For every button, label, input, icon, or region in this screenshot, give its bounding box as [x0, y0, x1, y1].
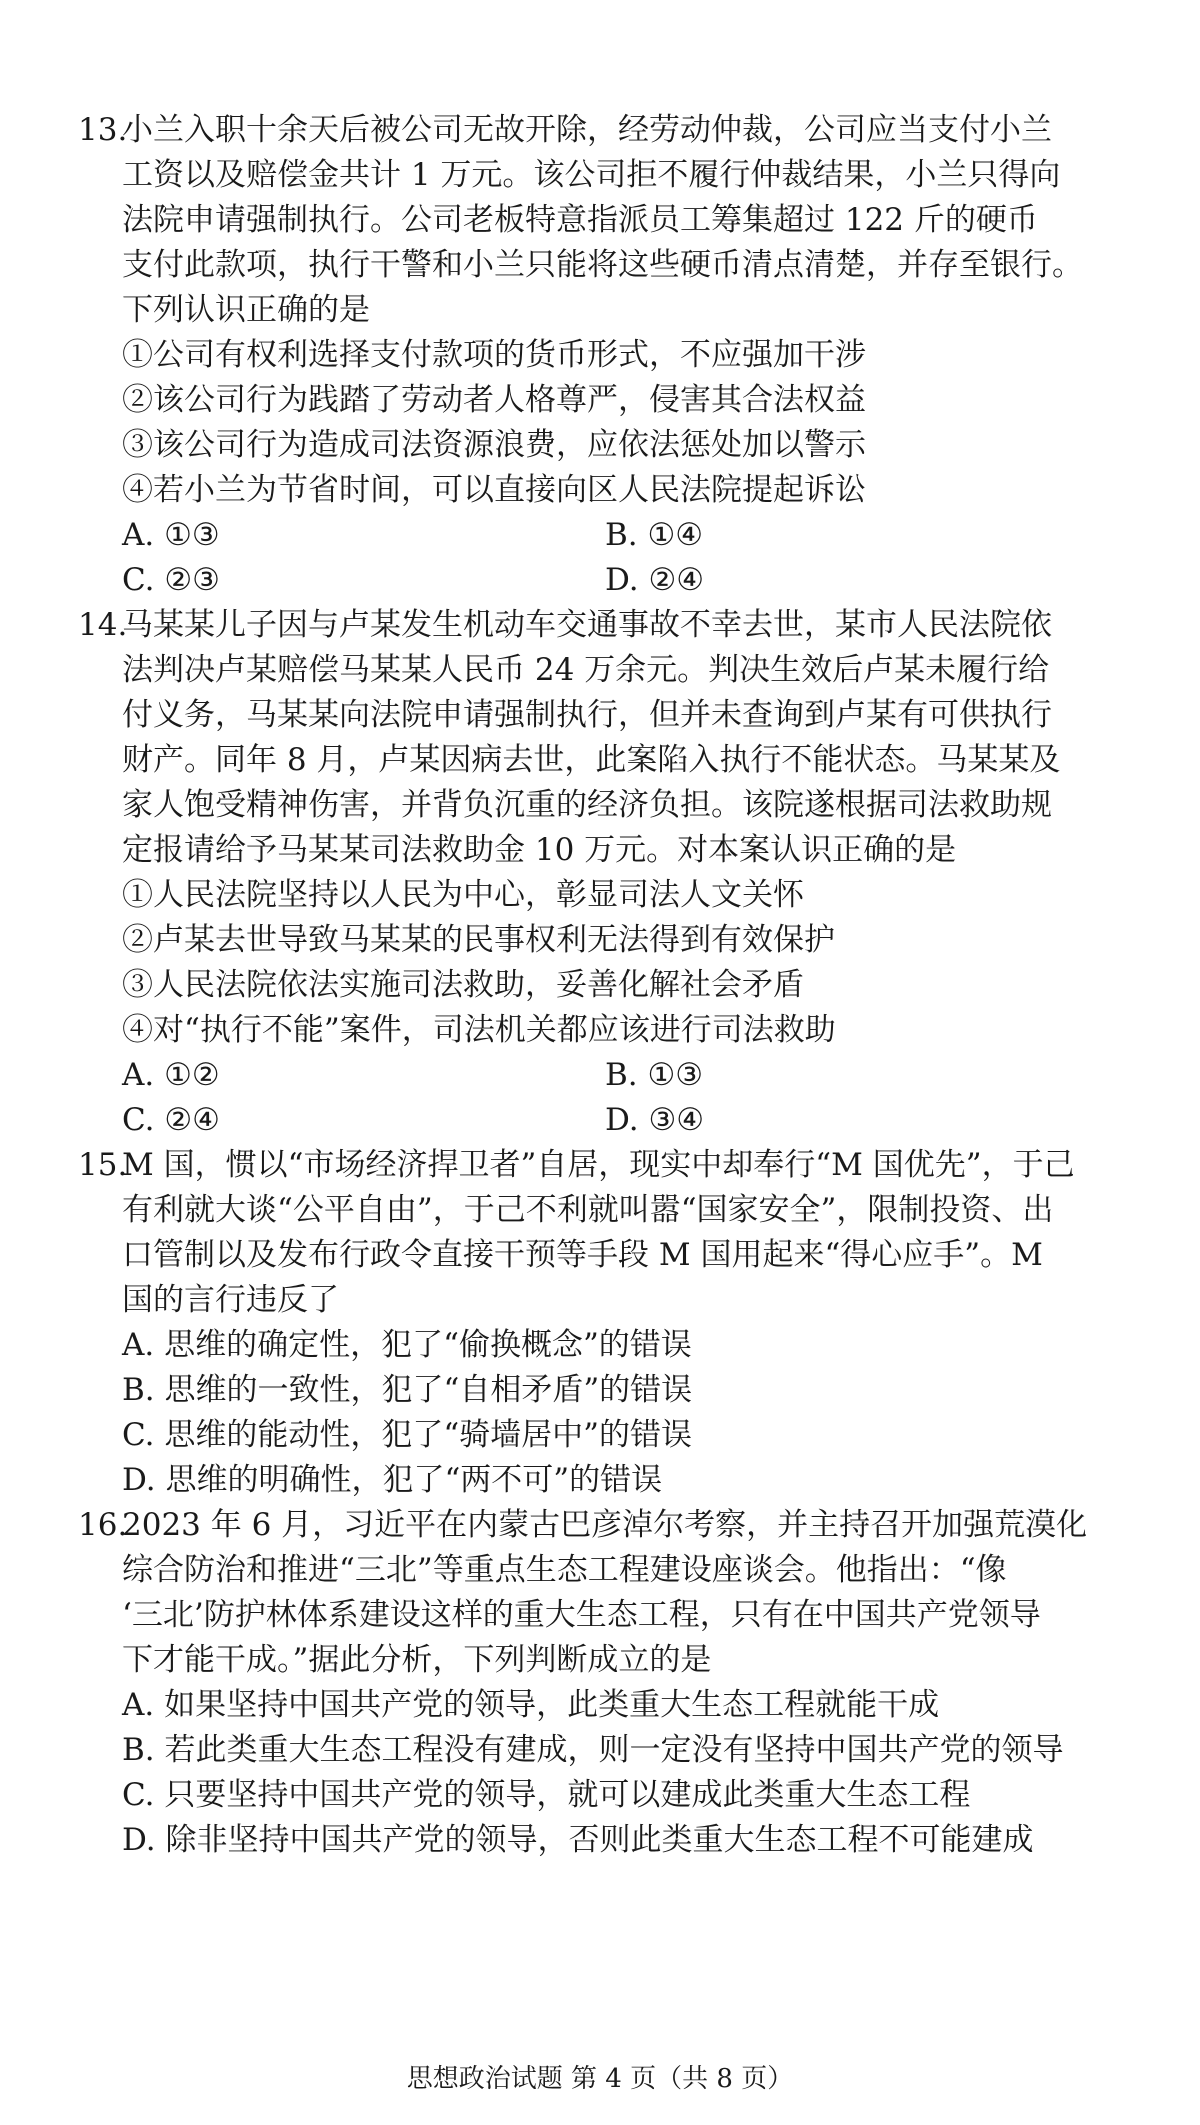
- statement: ④若小兰为节省时间，可以直接向区人民法院提起诉讼: [122, 472, 866, 508]
- statement: ②该公司行为践踏了劳动者人格尊严，侵害其合法权益: [122, 382, 866, 418]
- question-number: 14.: [78, 607, 128, 643]
- option-d: D. ②④: [605, 562, 705, 598]
- question-number: 13.: [78, 112, 128, 148]
- option-a: A. 思维的确定性，犯了“偷换概念”的错误: [122, 1327, 692, 1363]
- question-stem-line: M 国，惯以“市场经济捍卫者”自居，现实中却奉行“M 国优先”，于己: [122, 1147, 1075, 1183]
- question-stem-line: 下列认识正确的是: [122, 292, 370, 328]
- question-stem-line: 有利就大谈“公平自由”，于己不利就叫嚣“国家安全”，限制投资、出: [122, 1192, 1054, 1228]
- question-stem-line: 国的言行违反了: [122, 1282, 339, 1318]
- question-stem-line: 财产。同年 8 月，卢某因病去世，此案陷入执行不能状态。马某某及: [122, 742, 1061, 778]
- statement: ③人民法院依法实施司法救助，妥善化解社会矛盾: [122, 967, 804, 1003]
- question-number: 16.: [78, 1507, 128, 1543]
- question-stem-line: 付义务，马某某向法院申请强制执行，但并未查询到卢某有可供执行: [122, 697, 1052, 733]
- question-stem-line: 支付此款项，执行干警和小兰只能将这些硬币清点清楚，并存至银行。: [122, 247, 1083, 283]
- option-a: A. 如果坚持中国共产党的领导，此类重大生态工程就能干成: [122, 1687, 940, 1723]
- options-row: [78, 1098, 1088, 1143]
- question-16: [78, 1503, 1088, 1863]
- option-b: B. 若此类重大生态工程没有建成，则一定没有坚持中国共产党的领导: [122, 1732, 1064, 1768]
- options-row: [78, 1053, 1088, 1098]
- options-row: [78, 558, 1088, 603]
- option-c: C. ②③: [122, 562, 220, 598]
- option-a: A. ①③: [122, 517, 220, 553]
- question-stem-line: 法判决卢某赔偿马某某人民币 24 万余元。判决生效后卢某未履行给: [122, 652, 1050, 688]
- options-row: [78, 513, 1088, 558]
- question-stem-line: 小兰入职十余天后被公司无故开除，经劳动仲裁，公司应当支付小兰: [122, 112, 1052, 148]
- question-stem-line: 综合防治和推进“三北”等重点生态工程建设座谈会。他指出：“像: [122, 1552, 1007, 1588]
- option-c: C. 只要坚持中国共产党的领导，就可以建成此类重大生态工程: [122, 1777, 971, 1813]
- option-a: A. ①②: [122, 1057, 220, 1093]
- question-14: [78, 603, 1088, 1143]
- question-15: [78, 1143, 1088, 1503]
- statement: ①公司有权利选择支付款项的货币形式，不应强加干涉: [122, 337, 866, 373]
- question-stem-line: 2023 年 6 月，习近平在内蒙古巴彦淖尔考察，并主持召开加强荒漠化: [122, 1507, 1088, 1543]
- question-stem-line: 工资以及赔偿金共计 1 万元。该公司拒不履行仲裁结果，小兰只得向: [122, 157, 1061, 193]
- question-13: [78, 108, 1088, 603]
- option-d: D. 除非坚持中国共产党的领导，否则此类重大生态工程不可能建成: [122, 1822, 1034, 1858]
- question-stem-line: 马某某儿子因与卢某发生机动车交通事故不幸去世，某市人民法院依: [122, 607, 1052, 643]
- page-footer: 思想政治试题 第 4 页（共 8 页）: [406, 2064, 794, 2094]
- option-b: B. ①③: [605, 1057, 704, 1093]
- question-stem-line: 口管制以及发布行政令直接干预等手段 M 国用起来“得心应手”。M: [122, 1237, 1043, 1273]
- exam-page: [78, 108, 1088, 1863]
- question-stem-line: 家人饱受精神伤害，并背负沉重的经济负担。该院遂根据司法救助规: [122, 787, 1052, 823]
- option-c: C. ②④: [122, 1102, 220, 1138]
- question-stem-line: ‘三北’防护林体系建设这样的重大生态工程，只有在中国共产党领导: [122, 1597, 1041, 1633]
- statement: ④对“执行不能”案件，司法机关都应该进行司法救助: [122, 1012, 836, 1048]
- option-d: D. 思维的明确性，犯了“两不可”的错误: [122, 1462, 663, 1498]
- option-c: C. 思维的能动性，犯了“骑墙居中”的错误: [122, 1417, 693, 1453]
- statement: ②卢某去世导致马某某的民事权利无法得到有效保护: [122, 922, 835, 958]
- option-b: B. ①④: [605, 517, 704, 553]
- statement: ③该公司行为造成司法资源浪费，应依法惩处加以警示: [122, 427, 866, 463]
- question-number: 15.: [78, 1147, 128, 1183]
- question-stem-line: 下才能干成。”据此分析，下列判断成立的是: [122, 1642, 712, 1678]
- option-b: B. 思维的一致性，犯了“自相矛盾”的错误: [122, 1372, 693, 1408]
- statement: ①人民法院坚持以人民为中心，彰显司法人文关怀: [122, 877, 804, 913]
- option-d: D. ③④: [605, 1102, 705, 1138]
- question-stem-line: 法院申请强制执行。公司老板特意指派员工筹集超过 122 斤的硬币: [122, 202, 1038, 238]
- question-stem-line: 定报请给予马某某司法救助金 10 万元。对本案认识正确的是: [122, 832, 957, 868]
